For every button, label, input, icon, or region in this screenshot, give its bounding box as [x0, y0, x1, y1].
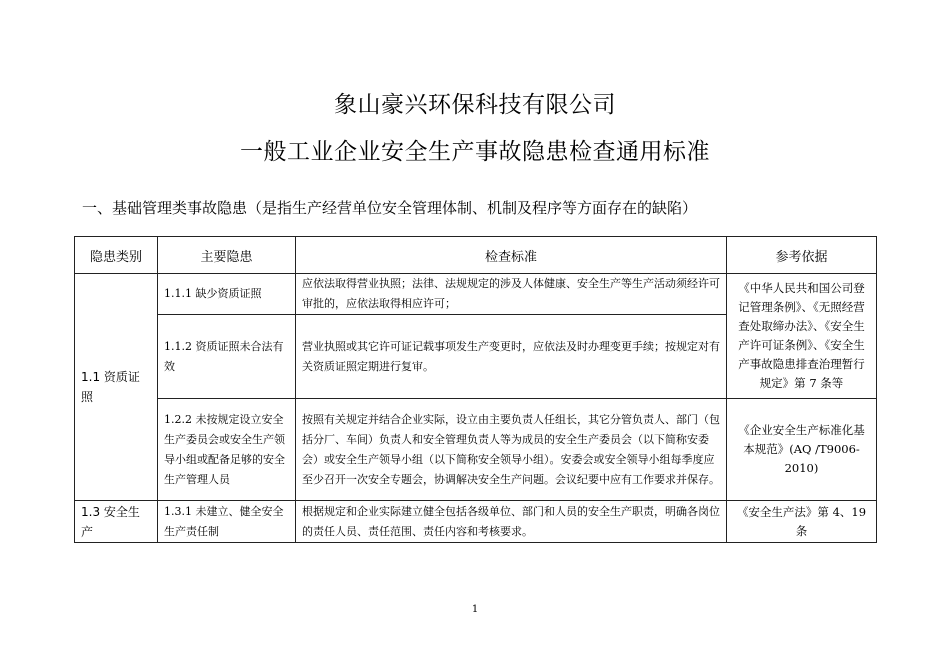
header-standard: 检查标准: [296, 237, 727, 274]
header-reference: 参考依据: [727, 237, 877, 274]
reference-cell: 《中华人民共和国公司登记管理条例》、《无照经营查处取缔办法》、《安全生产许可证条例》、《安全生产事故隐患排查治理暂行规定》第 7 条等: [727, 274, 877, 399]
category-cell: 1.3 安全生产: [75, 501, 158, 543]
reference-cell: 《企业安全生产标准化基本规范》(AQ /T9006-2010): [727, 399, 877, 501]
table-header-row: [75, 237, 877, 274]
standard-cell: 营业执照或其它许可证记载事项发生产变更时，应依法及时办理变更手续；按规定对有关资质证照定期进行复审。: [296, 315, 727, 399]
standard-cell: 根据规定和企业实际建立健全包括各级单位、部门和人员的安全生产职责，明确各岗位的责任人员、责任范围、责任内容和考核要求。: [296, 501, 727, 543]
table-row: [75, 399, 877, 501]
section-heading: 一、基础管理类事故隐患（是指生产经营单位安全管理体制、机制及程序等方面存在的缺陷）: [82, 199, 698, 217]
header-category: 隐患类别: [75, 237, 158, 274]
company-name: 象山豪兴环保科技有限公司: [334, 92, 616, 118]
document-title: 一般工业企业安全生产事故隐患检查通用标准: [240, 139, 710, 165]
standard-cell: 应依法取得营业执照；法律、法规规定的涉及人体健康、安全生产等生产活动须经许可审批的，应依法取得相应许可；: [296, 274, 727, 315]
hazard-cell: 1.2.2 未按规定设立安全生产委员会或安全生产领导小组或配备足够的安全生产管理人员: [158, 399, 296, 501]
hazard-cell: 1.1.1 缺少资质证照: [158, 274, 296, 315]
table-row: [75, 274, 877, 315]
standard-cell: 按照有关规定并结合企业实际，设立由主要负责人任组长，其它分管负责人、部门（包括分厂、车间）负责人和安全管理负责人等为成员的安全生产委员会（以下简称安委会）或安全生产领导小组（以下简称安全领导小组）。安委会或安全领导小组每季度应至少召开一次安全专题会，协调解决安全生产问题。会议纪要中应有工作要求并保存。: [296, 399, 727, 501]
page-number: 1: [471, 604, 479, 615]
reference-cell: 《安全生产法》第 4、19 条: [727, 501, 877, 543]
category-cell: 1.1 资质证照: [75, 274, 158, 501]
hazard-cell: 1.1.2 资质证照未合法有效: [158, 315, 296, 399]
table-row: [75, 501, 877, 543]
hazard-cell: 1.3.1 未建立、健全安全生产责任制: [158, 501, 296, 543]
hazard-table: [74, 236, 877, 543]
header-hazard: 主要隐患: [158, 237, 296, 274]
